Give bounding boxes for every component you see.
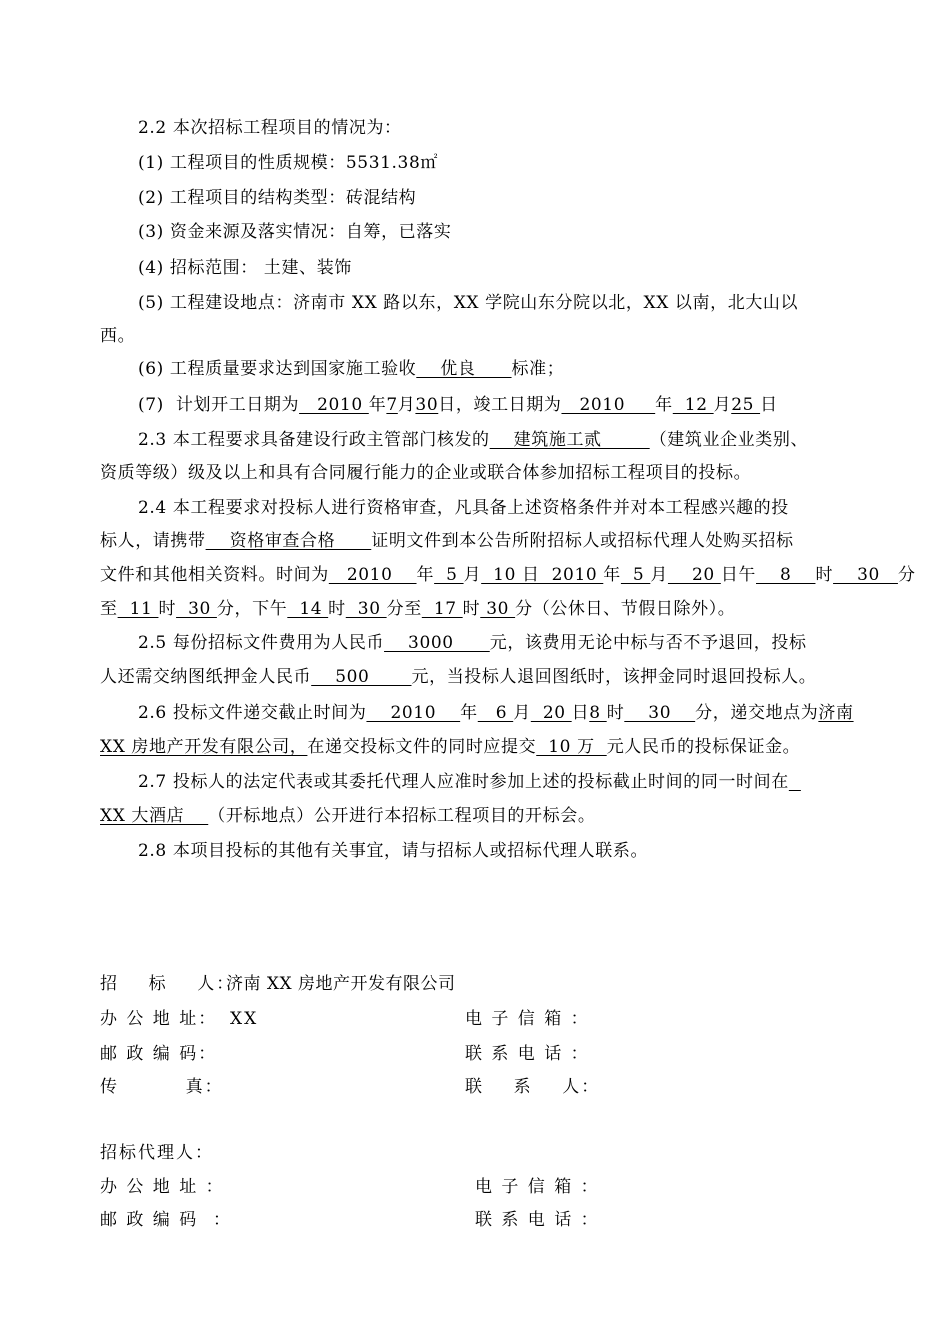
tenderer-phone-label: 联 系 电 话 ： bbox=[465, 1044, 590, 1064]
tenderer-address-label: 办 公 地 址： bbox=[100, 1009, 218, 1029]
item-3: (3) 资金来源及落实情况：自筹，已落实 bbox=[138, 222, 452, 242]
item-2: (2) 工程项目的结构类型：砖混结构 bbox=[138, 188, 417, 208]
quality-blank: 优良 bbox=[416, 359, 512, 379]
section-2-4-line-2: 标人，请携带 资格审查合格 证明文件到本公告所附招标人或招标代理人处购买招标 bbox=[100, 531, 794, 551]
section-2-5-line-1: 2.5 每份招标文件费用为人民币 3000 元，该费用无论中标与否不予退回，投标 bbox=[138, 633, 807, 653]
agent-email-label: 电 子 信 箱 ： bbox=[475, 1177, 600, 1197]
tenderer-email-label: 电 子 信 箱 ： bbox=[465, 1009, 590, 1029]
tenderer-contact-label: 联 系 人： bbox=[465, 1077, 601, 1097]
item-5-line-2: 西。 bbox=[100, 326, 136, 346]
section-2-7-line-1: 2.7 投标人的法定代表或其委托代理人应准时参加上述的投标截止时间的同一时间在 bbox=[138, 772, 789, 792]
start-day: 30 bbox=[415, 395, 439, 415]
section-2-2-heading: 2.2 本次招标工程项目的情况为： bbox=[138, 118, 402, 138]
tenderer-address: XX bbox=[230, 1009, 259, 1029]
agent-label: 招标代理人： bbox=[100, 1143, 214, 1163]
section-2-4-line-3: 文件和其他相关资料。时间为 2010 年 5 月 10 日 2010 年 5 月 20 日午 8 时 30 分 bbox=[100, 565, 916, 585]
section-2-7-line-2: XX 大酒店 （开标地点）公开进行本招标工程项目的开标会。 bbox=[100, 806, 596, 826]
section-2-4-line-1: 2.4 本工程要求对投标人进行资格审查，凡具备上述资格条件并对本工程感兴趣的投 bbox=[138, 498, 789, 518]
end-year: 2010 bbox=[561, 395, 656, 415]
item-4: (4) 招标范围： 土建、装饰 bbox=[138, 258, 352, 278]
start-year: 2010 bbox=[299, 395, 369, 415]
section-2-8: 2.8 本项目投标的其他有关事宜，请与招标人或招标代理人联系。 bbox=[138, 841, 649, 861]
section-2-5-line-2: 人还需交纳图纸押金人民币 500 元，当投标人退回图纸时，该押金同时退回投标人。 bbox=[100, 667, 817, 687]
drawing-deposit-blank: 500 bbox=[311, 667, 412, 687]
agent-phone-label: 联 系 电 话 ： bbox=[475, 1210, 600, 1230]
bid-bond-amount: 10 万 bbox=[536, 737, 607, 757]
qualification-blank: 建筑施工贰 bbox=[489, 430, 650, 450]
bid-opening-place: XX 大酒店 bbox=[100, 806, 209, 826]
tenderer-postcode-label: 邮 政 编 码： bbox=[100, 1044, 218, 1064]
agent-address-label: 办 公 地 址 ： bbox=[100, 1177, 225, 1197]
section-2-6-line-2: XX 房地产开发有限公司，在递交投标文件的同时应提交 10 万 元人民币的投标保证金。 bbox=[100, 737, 801, 757]
start-month: 7 bbox=[386, 395, 398, 415]
item-5-line-1: (5) 工程建设地点：济南市 XX 路以东，XX 学院山东分院以北，XX 以南，北大山以 bbox=[138, 293, 799, 313]
end-day: 25 bbox=[731, 395, 761, 415]
tenderer-fax-label: 传 真： bbox=[100, 1077, 224, 1097]
end-month: 12 bbox=[672, 395, 714, 415]
item-7: (7) 计划开工日期为 2010 年7月30日，竣工日期为 2010 年 12 月25 日 bbox=[138, 395, 778, 415]
tenderer-label: 招 标 人： bbox=[100, 974, 236, 994]
section-2-3-line-2: 资质等级）级及以上和具有合同履行能力的企业或联合体参加招标工程项目的投标。 bbox=[100, 463, 752, 483]
submission-place: XX 房地产开发有限公司， bbox=[100, 737, 308, 757]
certificate-blank: 资格审查合格 bbox=[205, 531, 372, 551]
section-2-6-line-1: 2.6 投标文件递交截止时间为 2010 年 6 月 20 日8 时 30 分，递交地点为济南 bbox=[138, 703, 854, 723]
item-6: (6) 工程质量要求达到国家施工验收 优良 标准； bbox=[138, 359, 565, 379]
section-2-3-line-1: 2.3 本工程要求具备建设行政主管部门核发的 建筑施工贰 （建筑业企业类别、 bbox=[138, 430, 809, 450]
doc-fee-blank: 3000 bbox=[384, 633, 490, 653]
tenderer-name: 济南 XX 房地产开发有限公司 bbox=[226, 974, 456, 994]
section-2-4-line-4: 至 11 时 30 分，下午 14 时 30 分至 17 时 30 分（公休日、节假日除外）。 bbox=[100, 599, 736, 619]
item-1: (1) 工程项目的性质规模：5531.38㎡ bbox=[138, 153, 438, 173]
agent-postcode-label: 邮 政 编 码 ： bbox=[100, 1210, 233, 1230]
